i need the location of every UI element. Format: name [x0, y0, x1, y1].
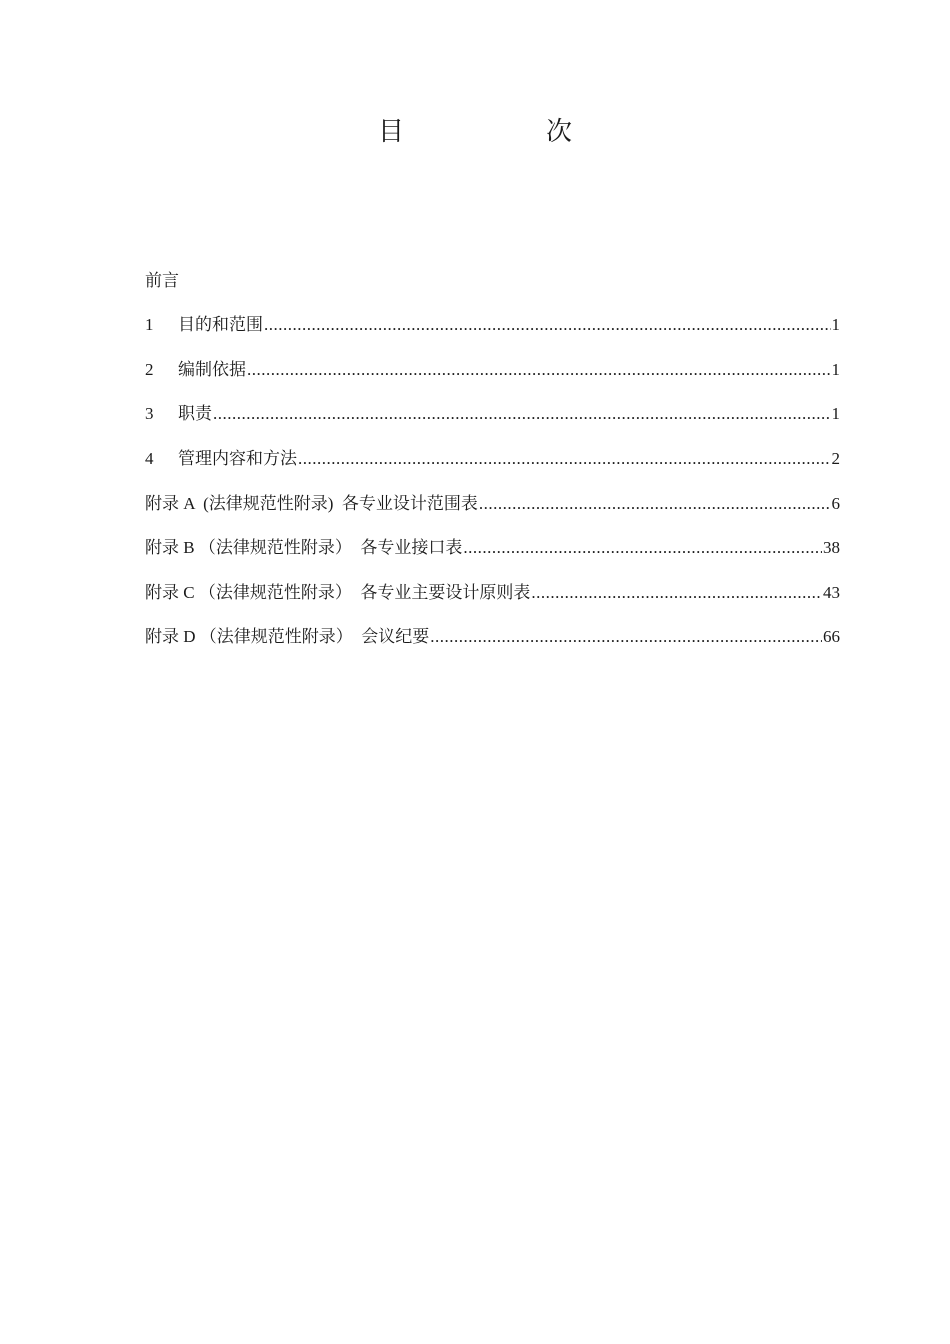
toc-entry-title: 附录 B （法律规范性附录） 各专业接口表	[145, 538, 463, 558]
toc-entry-title: 编制依据	[178, 359, 246, 379]
toc-appendix-c[interactable]	[145, 566, 840, 611]
toc-entry-4[interactable]	[145, 432, 840, 477]
toc-entry-page: 1	[831, 359, 840, 379]
toc-leader-dots	[479, 486, 831, 522]
toc-entry-2[interactable]	[145, 343, 840, 388]
toc-entry-number: 2	[145, 359, 154, 379]
toc-entry-page: 1	[831, 315, 840, 335]
toc-leader-dots	[264, 307, 831, 343]
toc-entry-title: 附录 D （法律规范性附录） 会议纪要	[145, 627, 430, 647]
toc-leader-dots	[531, 575, 822, 611]
toc-entry-number: 4	[145, 448, 154, 468]
page-title: 目 次	[377, 117, 630, 147]
toc-entry-title: 附录 C （法律规范性附录） 各专业主要设计原则表	[145, 582, 531, 602]
toc-entry-page: 2	[831, 448, 840, 468]
toc-entry-page: 1	[831, 404, 840, 424]
toc-entry-page: 38	[823, 538, 840, 558]
toc-appendix-a[interactable]	[145, 477, 840, 522]
toc-entry-1[interactable]	[145, 299, 840, 344]
toc-appendix-d[interactable]	[145, 611, 840, 656]
toc-leader-dots	[430, 619, 822, 655]
toc-entry-title: 目的和范围	[178, 315, 263, 335]
toc-entry-page: 66	[823, 627, 840, 647]
toc-entry-number: 1	[145, 315, 154, 335]
table-of-contents	[145, 254, 840, 655]
toc-leader-dots	[463, 530, 822, 566]
toc-preface-label: 前言	[145, 270, 179, 290]
toc-entry-3[interactable]	[145, 388, 840, 433]
toc-leader-dots	[247, 352, 831, 388]
toc-entry-page: 43	[823, 582, 840, 602]
toc-entry-page: 6	[831, 493, 840, 513]
toc-entry-title: 职责	[178, 404, 212, 424]
toc-leader-dots	[213, 396, 831, 432]
toc-preface[interactable]	[145, 254, 840, 299]
toc-entry-title: 附录 A (法律规范性附录) 各专业设计范围表	[145, 493, 478, 513]
toc-appendix-b[interactable]	[145, 522, 840, 567]
toc-entry-title: 管理内容和方法	[178, 448, 297, 468]
toc-entry-number: 3	[145, 404, 154, 424]
toc-leader-dots	[298, 441, 831, 477]
